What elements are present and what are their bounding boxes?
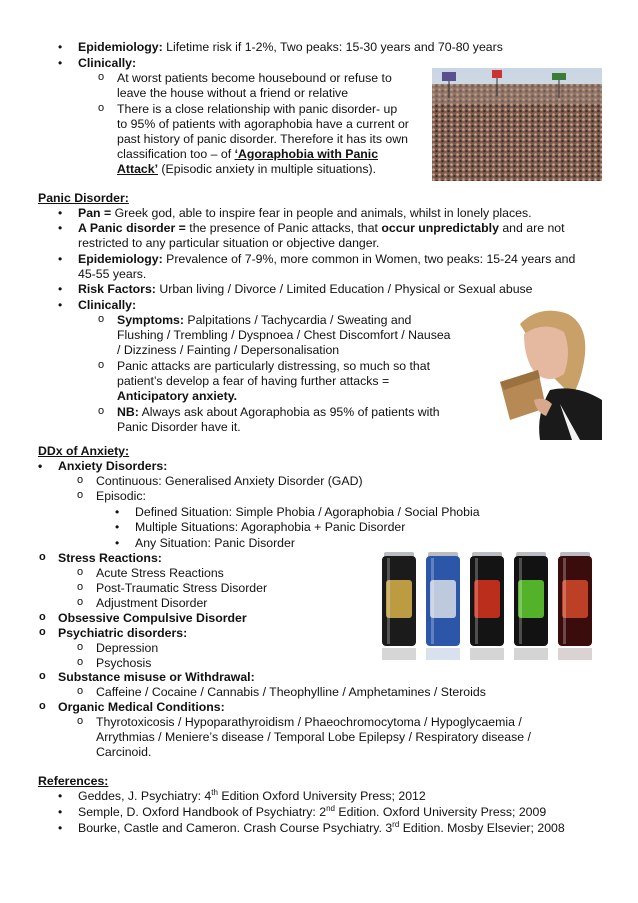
crowd-image <box>432 68 602 181</box>
nb-point: o NB: Always ask about Agoraphobia as 95% of patients with <box>117 405 440 420</box>
energy-can-1 <box>426 552 460 660</box>
panic-disorder-heading: Panic Disorder: <box>38 191 129 205</box>
energy-drinks-photo <box>380 548 602 666</box>
substance-misuse-item: o Substance misuse or Withdrawal: <box>58 670 255 685</box>
epidemiology-label: Epidemiology: <box>78 40 163 54</box>
nb-line2: Panic Disorder have it. <box>117 420 241 434</box>
psychiatric-disorders-item: o Psychiatric disorders: <box>58 626 187 641</box>
ddx-heading: DDx of Anxiety: <box>38 444 130 458</box>
paper-bag-photo <box>480 304 602 440</box>
ocd-item: o Obsessive Compulsive Disorder <box>58 611 247 626</box>
depression-item: o Depression <box>96 641 158 656</box>
substance-list-item: o Caffeine / Cocaine / Cannabis / Theophylline / Amphetamines / Steroids <box>96 685 486 700</box>
adjustment-disorder-item: o Adjustment Disorder <box>96 596 207 611</box>
organic-list-line1: o Thyrotoxicosis / Hypoparathyroidism / Phaeochromocytoma / Hypoglycaemia / <box>96 715 522 730</box>
organic-list-line3: Carcinoid. <box>96 745 152 759</box>
anxiety-disorders-item: • Anxiety Disorders: <box>58 459 167 474</box>
clinical-point-2-line3: past history of panic disorder. Therefore it has its own <box>117 132 408 146</box>
clinically-label: Clinically: <box>78 56 137 70</box>
crowd-photo <box>432 68 602 181</box>
agoraphobia-with-panic-term: ‘Agoraphobia with Panic <box>234 147 379 161</box>
pan-bullet: • Pan = Greek god, able to inspire fear in people and animals, whilst in lonely places. <box>78 206 532 221</box>
stress-reactions-item: o Stress Reactions: <box>58 551 162 566</box>
energy-can-4 <box>558 552 592 660</box>
references-heading: References: <box>38 774 109 788</box>
epidemiology-text: Lifetime risk if 1-2%, Two peaks: 15-30 years and 70-80 years <box>162 40 503 54</box>
panic-epidemiology-line2: 45-55 years. <box>78 267 147 281</box>
reference-1: • Geddes, J. Psychiatry: 4th Edition Oxford University Press; 2012 <box>78 789 426 804</box>
risk-factors-bullet: • Risk Factors: Urban living / Divorce / Limited Education / Physical or Sexual abuse <box>78 282 533 297</box>
continuous-item: o Continuous: Generalised Anxiety Disorder (GAD) <box>96 474 363 489</box>
symptoms-point: o Symptoms: Palpitations / Tachycardia / Sweating and <box>117 313 411 328</box>
acute-stress-item: o Acute Stress Reactions <box>96 566 224 581</box>
panic-epidemiology-bullet: • Epidemiology: Prevalence of 7-9%, more common in Women, two peaks: 15-24 years and <box>78 252 575 267</box>
epidemiology-bullet <box>78 40 503 55</box>
any-situation-item: • Any Situation: Panic Disorder <box>135 536 295 551</box>
clinically-bullet <box>78 56 136 71</box>
anticipatory-anxiety-term: Anticipatory anxiety. <box>117 389 238 403</box>
energy-can-0 <box>382 552 416 660</box>
clinical-point-2: o There is a close relationship with panic disorder- up <box>117 102 397 117</box>
panic-attacks-line2: patient’s develop a fear of having further attacks = <box>117 374 390 388</box>
psychosis-item: o Psychosis <box>96 656 151 671</box>
clinical-point-2-line2: to 95% of patients with agoraphobia have a current or <box>117 117 409 131</box>
clinical-point-1: o At worst patients become housebound or refuse to <box>117 71 392 86</box>
multiple-situations-item: • Multiple Situations: Agoraphobia + Panic Disorder <box>135 520 405 535</box>
reference-3: • Bourke, Castle and Cameron. Crash Course Psychiatry. 3rd Edition. Mosby Elsevier; 2008 <box>78 821 565 836</box>
organic-conditions-item: o Organic Medical Conditions: <box>58 700 225 715</box>
panic-disorder-definition-line2: restricted to any particular situation or objective danger. <box>78 236 380 250</box>
clinical-point-1-line2: leave the house without a friend or relative <box>117 86 349 100</box>
panic-attacks-point: o Panic attacks are particularly distressing, so much so that <box>117 359 430 374</box>
energy-can-3 <box>514 552 548 660</box>
clinical-point-2-line4: classification too – of ‘Agoraphobia with Panic <box>117 147 379 161</box>
reference-2: • Semple, D. Oxford Handbook of Psychiatry: 2nd Edition. Oxford University Press; 2009 <box>78 805 546 820</box>
panic-clinically-bullet: • Clinically: <box>78 298 136 313</box>
panic-disorder-definition: • A Panic disorder = the presence of Panic attacks, that occur unpredictably and are not <box>78 221 565 236</box>
symptoms-line3: / Dizziness / Fainting / Depersonalisation <box>117 343 340 357</box>
organic-list-line2: Arrythmias / Meniere’s disease / Temporal Lobe Epilepsy / Respiratory disease / <box>96 730 531 744</box>
symptoms-line2: Flushing / Trembling / Dyspnoea / Chest Discomfort / Nausea <box>117 328 451 342</box>
clinical-point-2-line5: Attack’ (Episodic anxiety in multiple situations). <box>117 162 377 176</box>
ptsd-item: o Post-Traumatic Stress Disorder <box>96 581 267 596</box>
energy-can-2 <box>470 552 504 660</box>
episodic-item: o Episodic: <box>96 489 146 504</box>
defined-situation-item: • Defined Situation: Simple Phobia / Agoraphobia / Social Phobia <box>135 505 480 520</box>
energy-drink-cans-image <box>380 548 602 666</box>
woman-paper-bag-image <box>480 304 602 440</box>
